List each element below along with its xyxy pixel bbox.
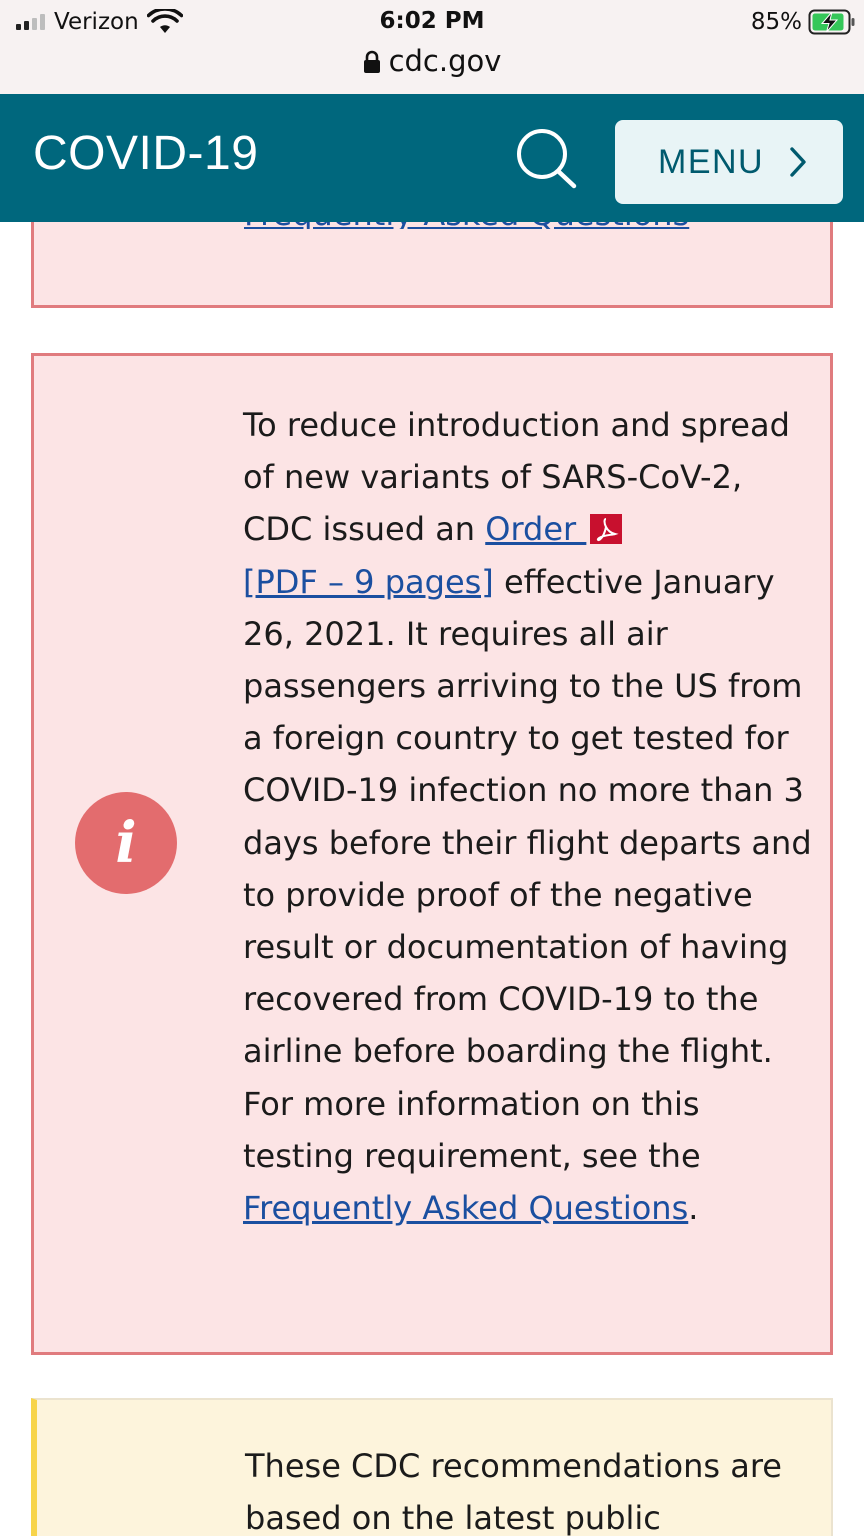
order-link[interactable]: Order bbox=[485, 510, 587, 549]
alert-text bbox=[243, 399, 813, 1234]
site-title[interactable]: COVID-19 bbox=[33, 127, 259, 180]
note-callout bbox=[31, 1398, 833, 1536]
status-time: 6:02 PM bbox=[379, 8, 485, 34]
info-glyph: i bbox=[115, 810, 137, 876]
faq-link[interactable]: Frequently Asked Questions bbox=[243, 1189, 689, 1228]
pdf-icon bbox=[590, 514, 622, 544]
battery-charging-icon bbox=[808, 9, 856, 35]
alert-text-part-3: . bbox=[688, 1189, 699, 1228]
menu-button[interactable] bbox=[615, 120, 843, 204]
pdf-pages-link[interactable]: [PDF – 9 pages] bbox=[243, 562, 494, 601]
search-icon[interactable] bbox=[512, 126, 582, 192]
alert-text-part-2: effective January 26, 2021. It requires all air passengers arriving to the US from a foreign country to get tested for COVID-19 infection no more than 3 days before their flight departs and to provide proof of the negative result or documentation of having recovered from COVID-19 to the airline before boarding the flight. For more information on this testing requirement, see the bbox=[243, 562, 812, 1175]
carrier-label: Verizon bbox=[54, 9, 139, 35]
url-text: cdc.gov bbox=[388, 44, 502, 78]
alert-text-part-1: To reduce introduction and spread of new variants of SARS-CoV-2, CDC issued an bbox=[243, 406, 790, 549]
info-icon bbox=[75, 792, 177, 894]
status-bar bbox=[0, 0, 864, 94]
battery-percent: 85% bbox=[750, 9, 802, 35]
alert-callout bbox=[31, 353, 833, 1355]
lock-icon bbox=[363, 50, 381, 74]
menu-label: MENU bbox=[658, 142, 765, 181]
chevron-right-icon bbox=[790, 147, 806, 177]
url-bar[interactable] bbox=[0, 44, 864, 78]
note-text: These CDC recommendations are based on the latest public bbox=[245, 1447, 782, 1536]
status-right bbox=[751, 8, 856, 36]
